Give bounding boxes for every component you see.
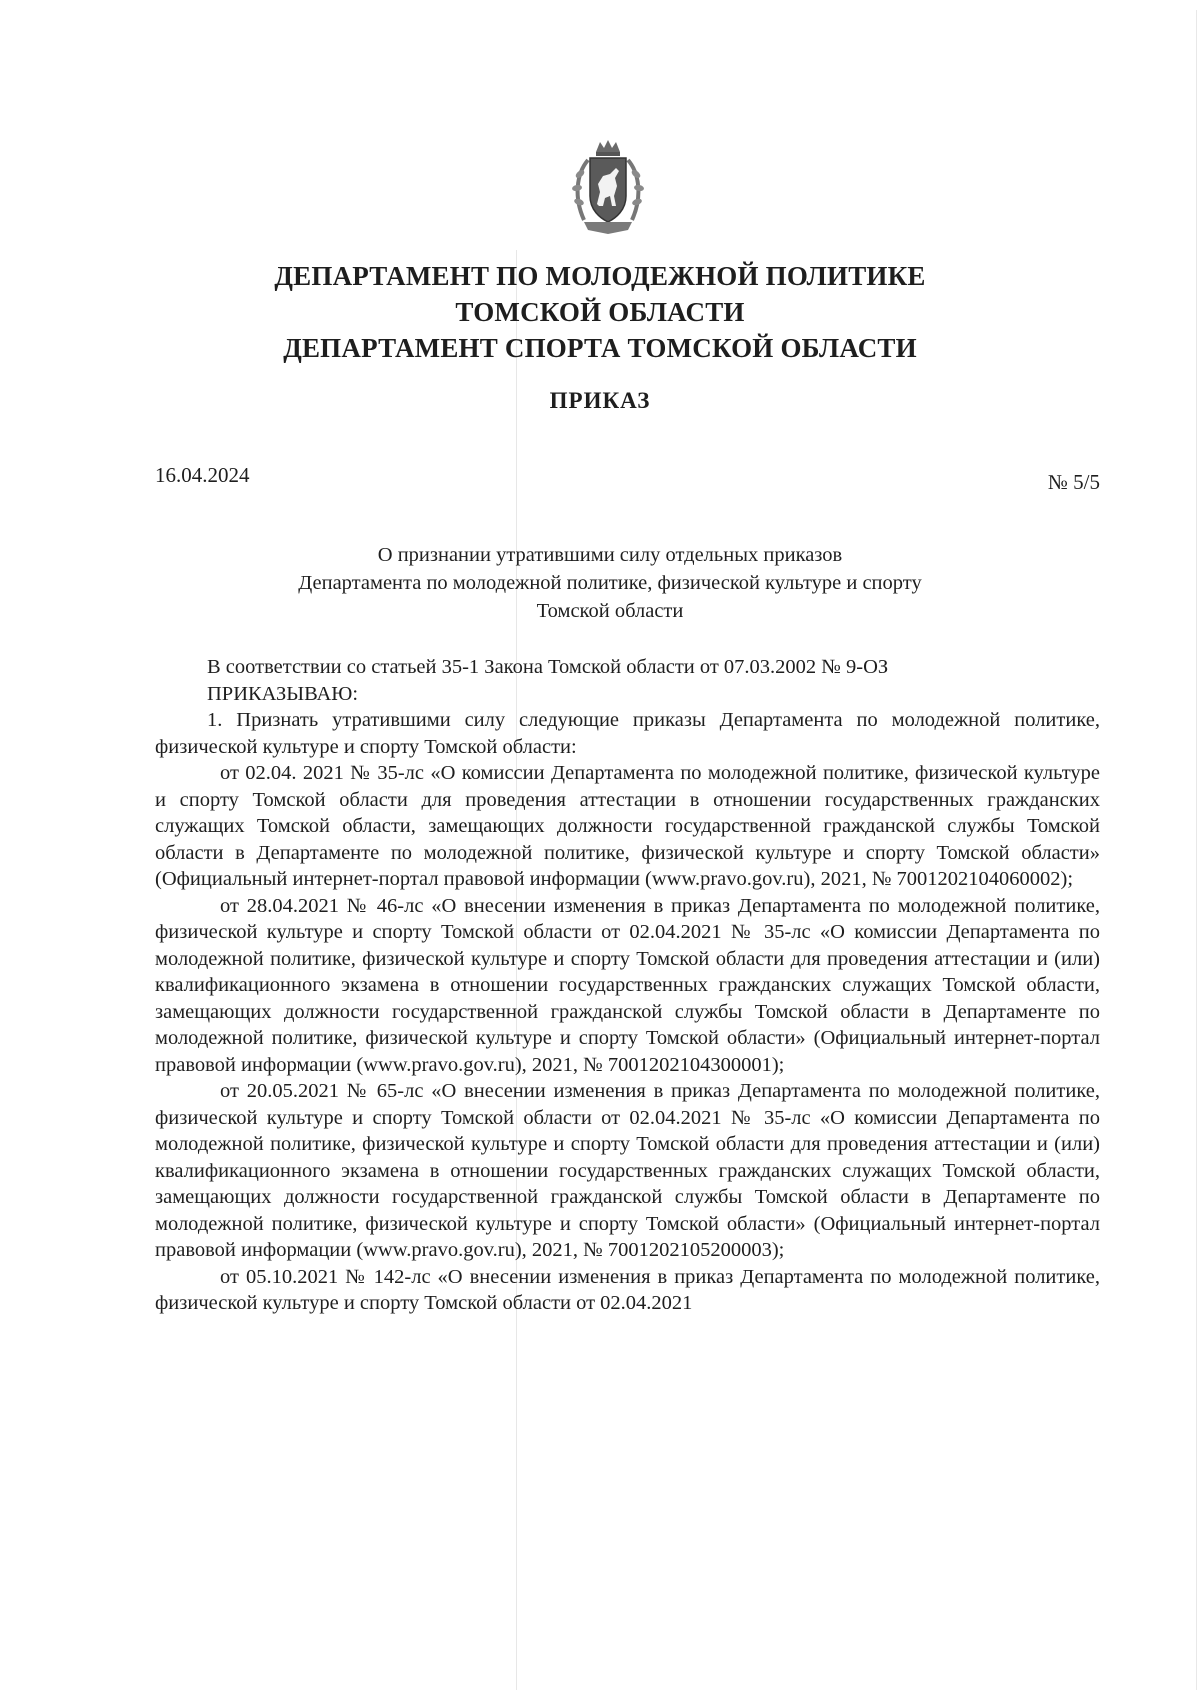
document-type: ПРИКАЗ	[549, 388, 651, 413]
repealed-order-1: от 02.04. 2021 № 35-лс «О комиссии Департамента по молодежной политике, физической культуре и спорту Томской области для проведения аттестации в отношении государственных гражданских служащих Томской области, замещающих должности государственной гражданской службы Томской области в Департаменте по молодежной политике, физической культуре и спорту Томской области» (Официальный интернет-портал правовой информации (www.pravo.gov.ru), 2021, № 7001202104060002);	[155, 762, 1100, 890]
subject-line-2: Департамента по молодежной политике, физической культуре и спорту	[298, 572, 922, 594]
order-date: 16.04.2024	[155, 463, 250, 487]
heading-line-2: ТОМСКОЙ ОБЛАСТИ	[455, 297, 745, 327]
scan-artifact-edge	[1196, 10, 1197, 1690]
order-directive: ПРИКАЗЫВАЮ:	[207, 682, 359, 705]
department-heading	[150, 258, 1050, 366]
intro-paragraph: В соответствии со статьей 35-1 Закона Томской области от 07.03.2002 № 9-ОЗ	[207, 656, 889, 678]
order-number: № 5/5	[1047, 470, 1100, 494]
repealed-order-4: от 05.10.2021 № 142-лс «О внесении изменения в приказ Департамента по молодежной политике, физической культуре и спорту Томской области от 02.04.2021	[155, 1265, 1100, 1314]
subject-line-3: Томской области	[536, 600, 684, 622]
order-body	[155, 654, 1100, 1317]
heading-line-3: ДЕПАРТАМЕНТ СПОРТА ТОМСКОЙ ОБЛАСТИ	[283, 333, 917, 363]
repealed-order-3: от 20.05.2021 № 65-лс «О внесении изменения в приказ Департамента по молодежной политике, физической культуре и спорту Томской области от 02.04.2021 № 35-лс «О комиссии Департамента по молодежной политике, физической культуре и спорту Томской области для проведения аттестации и (или) квалификационного экзамена в отношении государственных гражданских служащих Томской области, замещающих должности государственной гражданской службы Томской области в Департаменте по молодежной политике, физической культуре и спорту Томской области» (Официальный интернет-портал правовой информации (www.pravo.gov.ru), 2021, № 7001202105200003);	[155, 1080, 1100, 1261]
subject-line-1: О признании утратившими силу отдельных приказов	[377, 544, 843, 566]
item-1-paragraph: 1. Признать утратившими силу следующие приказы Департамента по молодежной политике, физической культуре и спорту Томской области:	[155, 709, 1100, 758]
heading-line-1: ДЕПАРТАМЕНТ ПО МОЛОДЕЖНОЙ ПОЛИТИКЕ	[274, 261, 926, 291]
order-subject	[150, 541, 1070, 625]
tomsk-region-coat-of-arms-icon	[570, 138, 646, 240]
repealed-order-2: от 28.04.2021 № 46-лс «О внесении изменения в приказ Департамента по молодежной политике, физической культуре и спорту Томской области от 02.04.2021 № 35-лс «О комиссии Департамента по молодежной политике, физической культуре и спорту Томской области для проведения аттестации и (или) квалификационного экзамена в отношении государственных гражданских служащих Томской области, замещающих должности государственной гражданской службы Томской области в Департаменте по молодежной политике, физической культуре и спорту Томской области» (Официальный интернет-портал правовой информации (www.pravo.gov.ru), 2021, № 7001202104300001);	[155, 894, 1100, 1076]
